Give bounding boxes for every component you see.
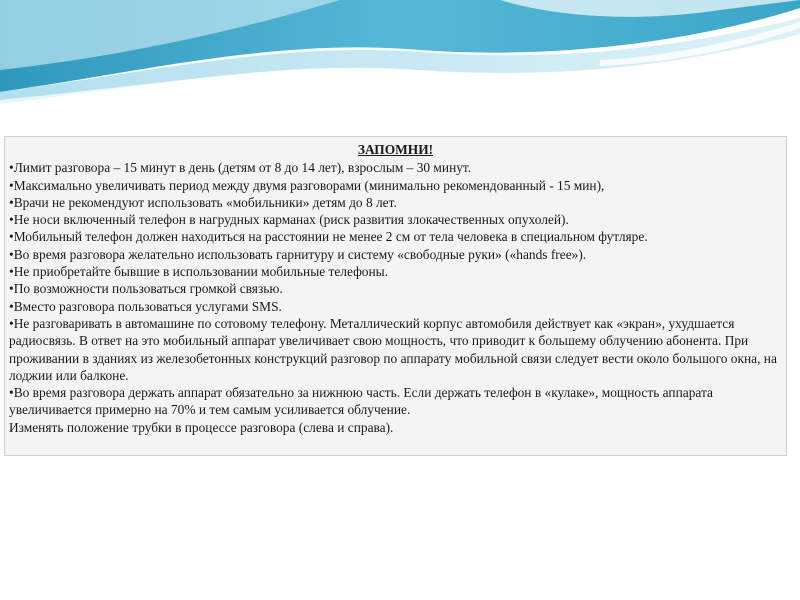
bullet-symbol: •	[9, 160, 14, 176]
memo-bullet-item	[9, 263, 782, 280]
memo-bullet-text: Не приобретайте бывшие в использовании мобильные телефоны.	[13, 264, 388, 280]
bullet-symbol: •	[9, 385, 14, 401]
memo-bullet-item	[9, 194, 782, 211]
memo-bullet-item	[9, 315, 782, 384]
memo-bullet-text: По возможности пользоваться громкой связью.	[13, 281, 283, 297]
bullet-symbol: •	[9, 246, 14, 262]
bullet-symbol: •	[9, 281, 14, 297]
memo-bullet-text: Максимально увеличивать период между двумя разговорами (минимально рекомендованный - 15 мин),	[13, 177, 605, 193]
memo-bullet-text: Не разговаривать в автомашине по сотовому телефону. Металлический корпус автомобиля действует как «экран», ухудшается радиосвязь. В ответ на это мобильный аппарат увеличивает свою мощность, что приводит к большему облучению абонента. При проживании в зданиях из железобетонных конструкций разговор по аппарату мобильной связи следует вести около большого окна, на лоджии или балконе.	[9, 315, 777, 383]
memo-bullet-item	[9, 177, 782, 194]
memo-bullet-text: Мобильный телефон должен находиться на расстоянии не менее 2 см от тела человека в специальном футляре.	[13, 229, 648, 245]
memo-bullet-item	[9, 159, 782, 176]
memo-bullet-item	[9, 228, 782, 245]
bullet-symbol: •	[9, 194, 14, 210]
memo-bullet-text: Во время разговора желательно использовать гарнитуру и систему «свободные руки» («hands free»).	[13, 246, 587, 262]
bullet-symbol: •	[9, 229, 14, 245]
bullet-symbol: •	[9, 212, 14, 228]
header-wave-decoration	[0, 0, 800, 110]
memo-bullet-text: Не носи включенный телефон в нагрудных карманах (риск развития злокачественных опухолей).	[13, 212, 569, 228]
memo-bullet-text: Вместо разговора пользоваться услугами SMS.	[13, 298, 282, 314]
memo-bullet-item	[9, 298, 782, 315]
memo-title: ЗАПОМНИ!	[357, 142, 434, 157]
bullet-symbol: •	[9, 177, 14, 193]
bullet-symbol: •	[9, 315, 14, 331]
memo-bullet-item	[9, 211, 782, 228]
bullet-symbol: •	[9, 298, 14, 314]
closing-line: Изменять положение трубки в процессе разговора (слева и справа).	[9, 419, 394, 435]
bullet-symbol: •	[9, 264, 14, 280]
memo-bullet-text: Врачи не рекомендуют использовать «мобильники» детям до 8 лет.	[13, 194, 397, 210]
memo-text-box	[4, 136, 787, 456]
memo-bullet-item	[9, 384, 782, 419]
memo-bullet-item	[9, 280, 782, 297]
memo-bullet-list	[9, 159, 782, 418]
memo-bullet-text: Лимит разговора – 15 минут в день (детям от 8 до 14 лет), взрослым – 30 минут.	[13, 160, 472, 176]
memo-bullet-text: Во время разговора держать аппарат обязательно за нижнюю часть. Если держать телефон в «кулаке», мощность аппарата увеличивается примерно на 70% и тем самым усиливается облучение.	[9, 385, 713, 418]
memo-bullet-item	[9, 246, 782, 263]
